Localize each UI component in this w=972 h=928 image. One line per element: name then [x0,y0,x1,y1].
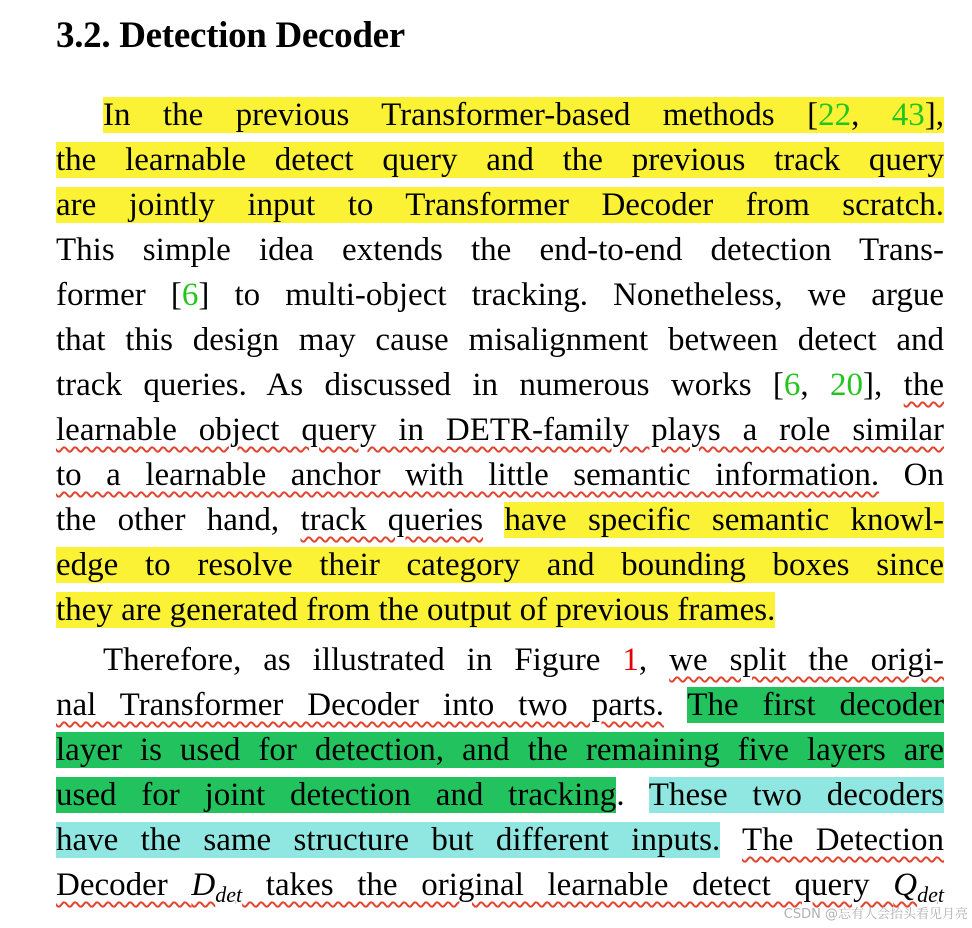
text-line-5: former [6] to multi-object tracking. Nonetheless, we argue [56,277,944,313]
text-line-17: have the same structure but different inputs. The Detection [56,822,945,858]
figure-ref-1[interactable]: 1 [622,642,639,678]
text-line-8: learnable object query in DETR-family plays a role similar [56,412,944,448]
csdn-watermark: CSDN @忘有人会抬头看见月亮 [783,907,968,922]
text-line-13: Therefore, as illustrated in Figure 1, we split the origi- [103,642,944,678]
text-line-11: edge to resolve their category and bounding boxes since [56,547,944,583]
citation-6[interactable]: 6 [181,277,199,313]
citation-22[interactable]: 22 [818,97,852,133]
section-title: Detection Decoder [119,15,405,56]
text-line-16: used for joint detection and tracking. These two decoders [56,777,945,813]
citation-20[interactable]: 20 [830,367,864,403]
math-Q-det: $Q_{det}$ [893,867,945,907]
section-number: 3.2. [56,15,111,56]
text-line-15: layer is used for detection, and the remaining five layers are [56,732,944,768]
citation-6[interactable]: 6 [783,367,801,403]
text-line-7: track queries. As discussed in numerous works [6, 20], the [56,367,944,403]
citation-43[interactable]: 43 [891,97,925,133]
text-line-9: to a learnable anchor with little semantic information. On [56,457,944,493]
section-heading [56,14,405,57]
text-line-3: are jointly input to Transformer Decoder from scratch. [56,187,944,223]
text-line-6: that this design may cause misalignment between detect and [56,322,944,358]
text-line-1: In the previous Transformer-based methods [22, 43], [103,97,944,133]
math-D-det: $D_{det}$ [191,867,243,907]
text-line-4: This simple idea extends the end-to-end detection Trans- [56,232,944,268]
text-line-14: nal Transformer Decoder into two parts. The first decoder [56,687,944,723]
text-line-10: the other hand, track queries have specific semantic knowl- [56,502,944,538]
text-line-2: the learnable detect query and the previous track query [56,142,944,178]
text-line-18: Decoder $D_{det}$ takes the original learnable detect query $Q_{det}$ [56,867,945,907]
text-line-12: they are generated from the output of previous frames. [56,592,776,628]
